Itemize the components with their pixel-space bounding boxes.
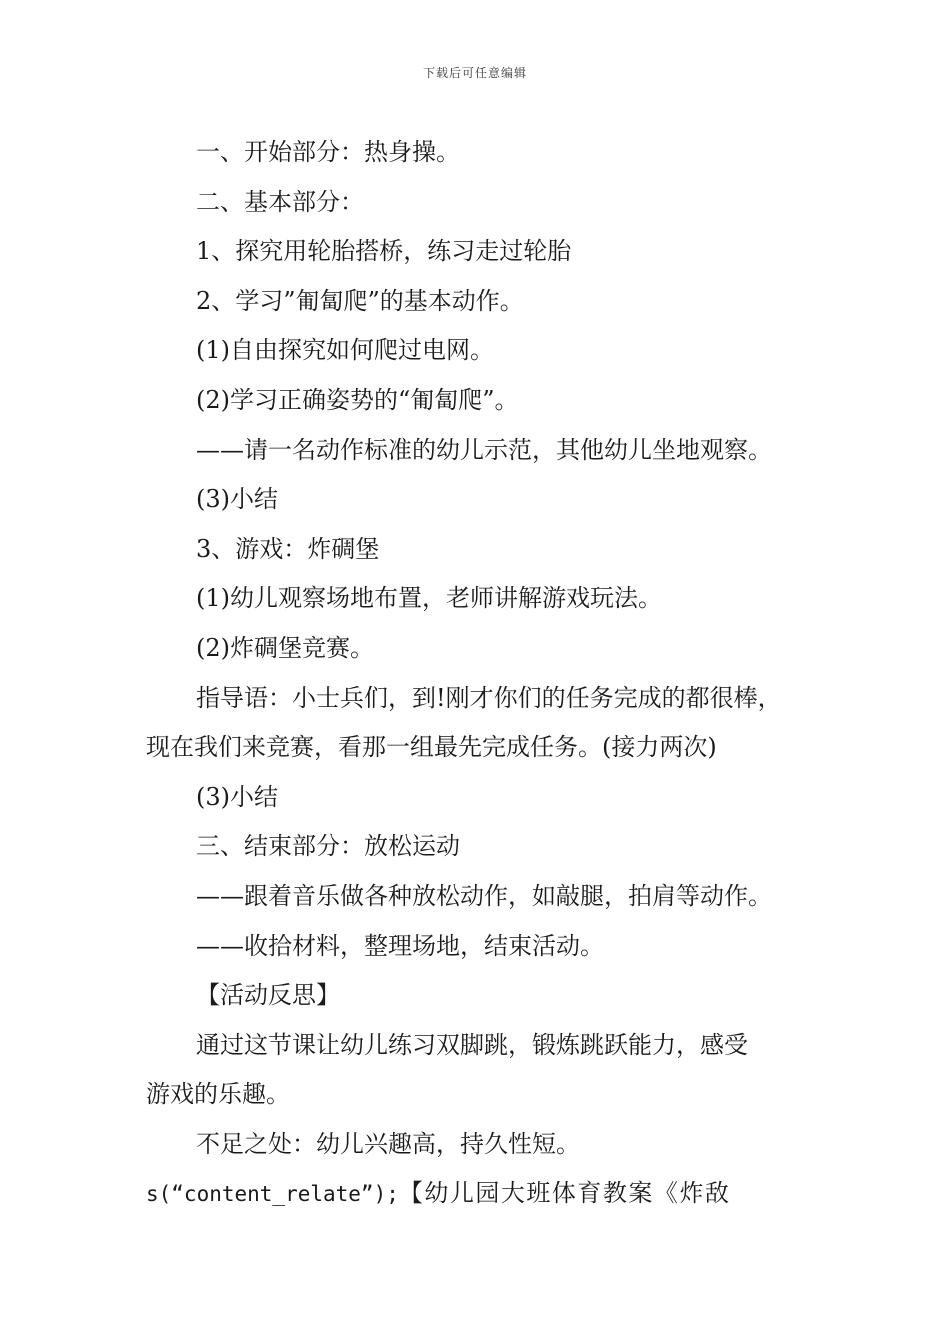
- reflection-line-2: 游戏的乐趣。: [146, 1080, 290, 1109]
- step-1: 1、探究用轮胎搭桥，练习走过轮胎: [196, 237, 572, 266]
- reflection-heading: 【活动反思】: [196, 981, 340, 1010]
- step-2-sub-1: (1)自由探究如何爬过电网。: [196, 336, 494, 365]
- step-3: 3、游戏：炸碉堡: [196, 534, 380, 563]
- document-body: [146, 128, 816, 1219]
- step-2-sub-2: (2)学习正确姿势的“匍匐爬”。: [196, 385, 519, 414]
- section-start: 一、开始部分：热身操。: [196, 138, 460, 166]
- code-snippet: s(“content_relate”);: [146, 1182, 399, 1207]
- section-end: 三、结束部分：放松运动: [196, 832, 460, 861]
- section-basic: 二、基本部分：: [196, 187, 364, 216]
- guidance-line-2: 现在我们来竞赛，看那一组最先完成任务。(接力两次): [146, 733, 717, 762]
- reflection-line-1: 通过这节课让幼儿练习双脚跳，锻炼跳跃能力，感受: [196, 1030, 748, 1059]
- end-relax: ——跟着音乐做各种放松动作，如敲腿，拍肩等动作。: [196, 881, 772, 910]
- shortcoming: 不足之处：幼儿兴趣高，持久性短。: [196, 1129, 580, 1158]
- related-title: 【幼儿园大班体育教案《炸敌: [398, 1179, 731, 1208]
- step-3-summary: (3)小结: [196, 782, 278, 811]
- step-2-demo: ——请一名动作标准的幼儿示范，其他幼儿坐地观察。: [196, 435, 772, 464]
- step-2-summary: (3)小结: [196, 485, 278, 514]
- page-header-note: 下载后可任意编辑: [422, 66, 527, 80]
- end-cleanup: ——收拾材料，整理场地，结束活动。: [196, 931, 604, 960]
- step-2: 2、学习”匍匐爬”的基本动作。: [196, 286, 524, 315]
- guidance-line-1: 指导语：小士兵们，到!刚才你们的任务完成的都很棒，: [196, 683, 782, 712]
- step-3-sub-1: (1)幼儿观察场地布置，老师讲解游戏玩法。: [196, 584, 662, 613]
- step-3-sub-2: (2)炸碉堡竞赛。: [196, 633, 374, 662]
- related-content-line: [146, 1169, 816, 1219]
